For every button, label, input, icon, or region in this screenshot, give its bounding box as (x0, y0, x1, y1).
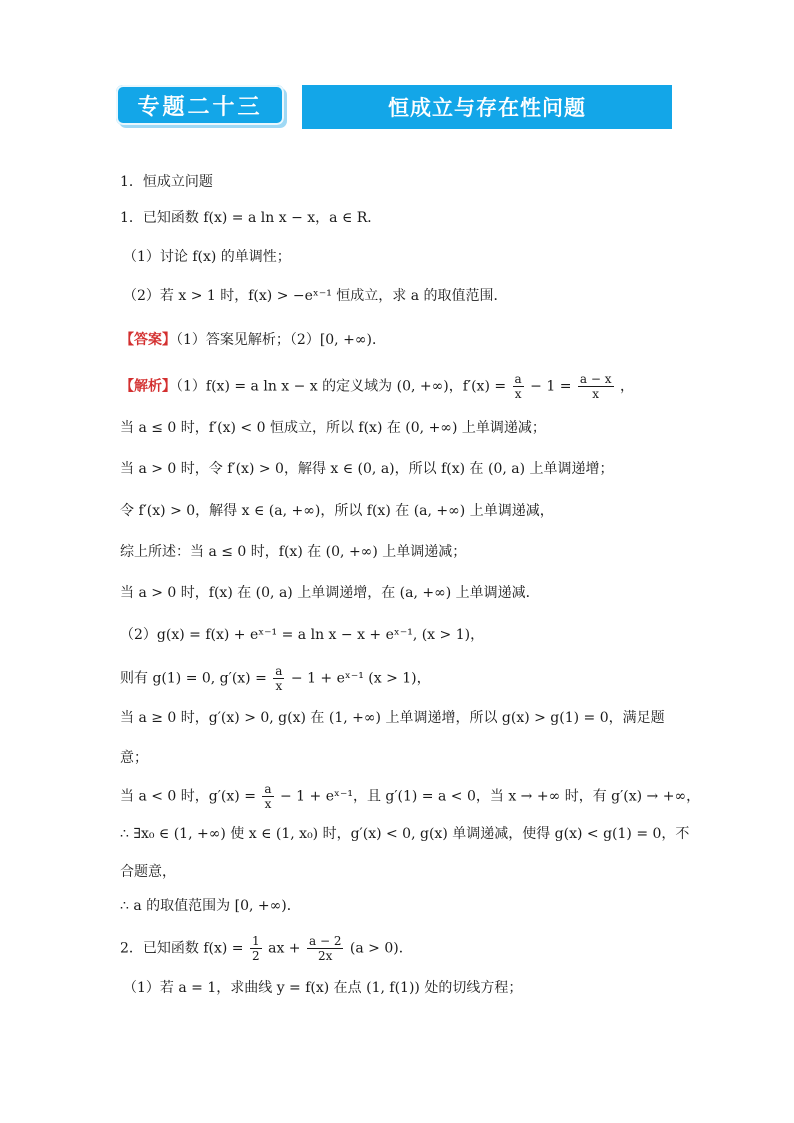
analysis-text-end: ， (619, 378, 634, 395)
analysis-line-9: 当 a ≥ 0 时，g′(x) > 0, g(x) 在 (1, +∞) 上单调递增，所以 g(x) > g(1) = 0，满足题 (120, 710, 665, 726)
title-banner (116, 85, 672, 129)
fraction-numerator: a (275, 664, 283, 678)
problem-2-part-1: （1）若 a = 1，求曲线 y = f(x) 在点 (1, f(1)) 处的切线方程； (123, 980, 523, 996)
fraction-denominator: x (514, 387, 522, 401)
analysis-text: − 1 + eˣ⁻¹，且 g′(1) = a < 0，当 x → +∞ 时，有 g′(x) → +∞， (280, 788, 701, 805)
analysis-line-5: 综上所述：当 a ≤ 0 时，f(x) 在 (0, +∞) 上单调递减； (120, 544, 467, 560)
analysis-line-11 (120, 782, 700, 811)
analysis-text-1: （1）f(x) = a ln x − x 的定义域为 (0, +∞)，f′(x) = (176, 378, 507, 395)
analysis-line-3: 当 a > 0 时，令 f′(x) > 0，解得 x ∈ (0, a)，所以 f(x) 在 (0, a) 上单调递增； (120, 461, 614, 477)
answer-text: （1）答案见解析；（2）[0, +∞)． (176, 332, 386, 348)
section-heading: 1．恒成立问题 (120, 174, 213, 190)
fraction-denominator: x (592, 387, 600, 401)
answer-label: 【答案】 (120, 332, 176, 348)
problem-1-statement: 1．已知函数 f(x) = a ln x − x，a ∈ R． (120, 210, 382, 226)
fraction-one-half (250, 934, 262, 963)
analysis-line-13: 合题意， (120, 864, 176, 880)
fraction-denominator: 2 (252, 949, 260, 963)
fraction-a-over-x (513, 372, 524, 401)
fraction-numerator: a (514, 372, 522, 386)
problem-1-part-1: （1）讨论 f(x) 的单调性； (123, 249, 291, 265)
analysis-text-mid: − 1 = (530, 378, 572, 395)
fraction-denominator: x (275, 679, 283, 693)
answer-line (120, 330, 386, 350)
analysis-line-4: 令 f′(x) > 0，解得 x ∈ (a, +∞)，所以 f(x) 在 (a, +∞) 上单调递减， (120, 503, 554, 519)
analysis-text: 则有 g(1) = 0, g′(x) = (120, 670, 267, 687)
analysis-text: − 1 + eˣ⁻¹ (x > 1)， (290, 670, 431, 687)
fraction-a-over-x (273, 664, 284, 693)
fraction-a-minus-x-over-x (578, 372, 614, 401)
analysis-line-2: 当 a ≤ 0 时，f′(x) < 0 恒成立，所以 f(x) 在 (0, +∞) 上单调递减； (120, 420, 546, 436)
problem-2-statement (120, 934, 413, 963)
analysis-line-14: ∴ a 的取值范围为 [0, +∞)． (120, 898, 301, 914)
fraction-numerator: a (264, 782, 272, 796)
topic-title: 恒成立与存在性问题 (302, 85, 672, 129)
fraction-a-over-x (262, 782, 273, 811)
problem-text: ax + (268, 940, 301, 957)
analysis-line-8 (120, 664, 431, 693)
analysis-line-1 (120, 372, 634, 401)
problem-1-part-2: （2）若 x > 1 时，f(x) > −eˣ⁻¹ 恒成立，求 a 的取值范围． (123, 288, 508, 304)
analysis-text: 当 a < 0 时，g′(x) = (120, 788, 256, 805)
fraction-numerator: a − x (579, 372, 612, 386)
fraction-a-minus-2-over-2x (307, 934, 343, 963)
fraction-numerator: a − 2 (308, 934, 342, 948)
fraction-denominator: x (264, 797, 272, 811)
analysis-label: 【解析】 (120, 378, 176, 395)
fraction-denominator: 2x (318, 949, 333, 963)
analysis-line-12: ∴ ∃x₀ ∈ (1, +∞) 使 x ∈ (1, x₀) 时，g′(x) < 0, g(x) 单调递减，使得 g(x) < g(1) = 0，不 (120, 826, 690, 842)
analysis-line-6: 当 a > 0 时，f(x) 在 (0, a) 上单调递增，在 (a, +∞) 上单调递减． (120, 585, 540, 601)
fraction-numerator: 1 (252, 934, 260, 948)
topic-tag: 专题二十三 (116, 85, 284, 125)
problem-text: (a > 0)． (349, 940, 413, 957)
analysis-line-10: 意； (120, 750, 148, 766)
analysis-line-7: （2）g(x) = f(x) + eˣ⁻¹ = a ln x − x + eˣ⁻¹, (x > 1)， (120, 627, 485, 643)
problem-text: 2．已知函数 f(x) = (120, 940, 244, 957)
